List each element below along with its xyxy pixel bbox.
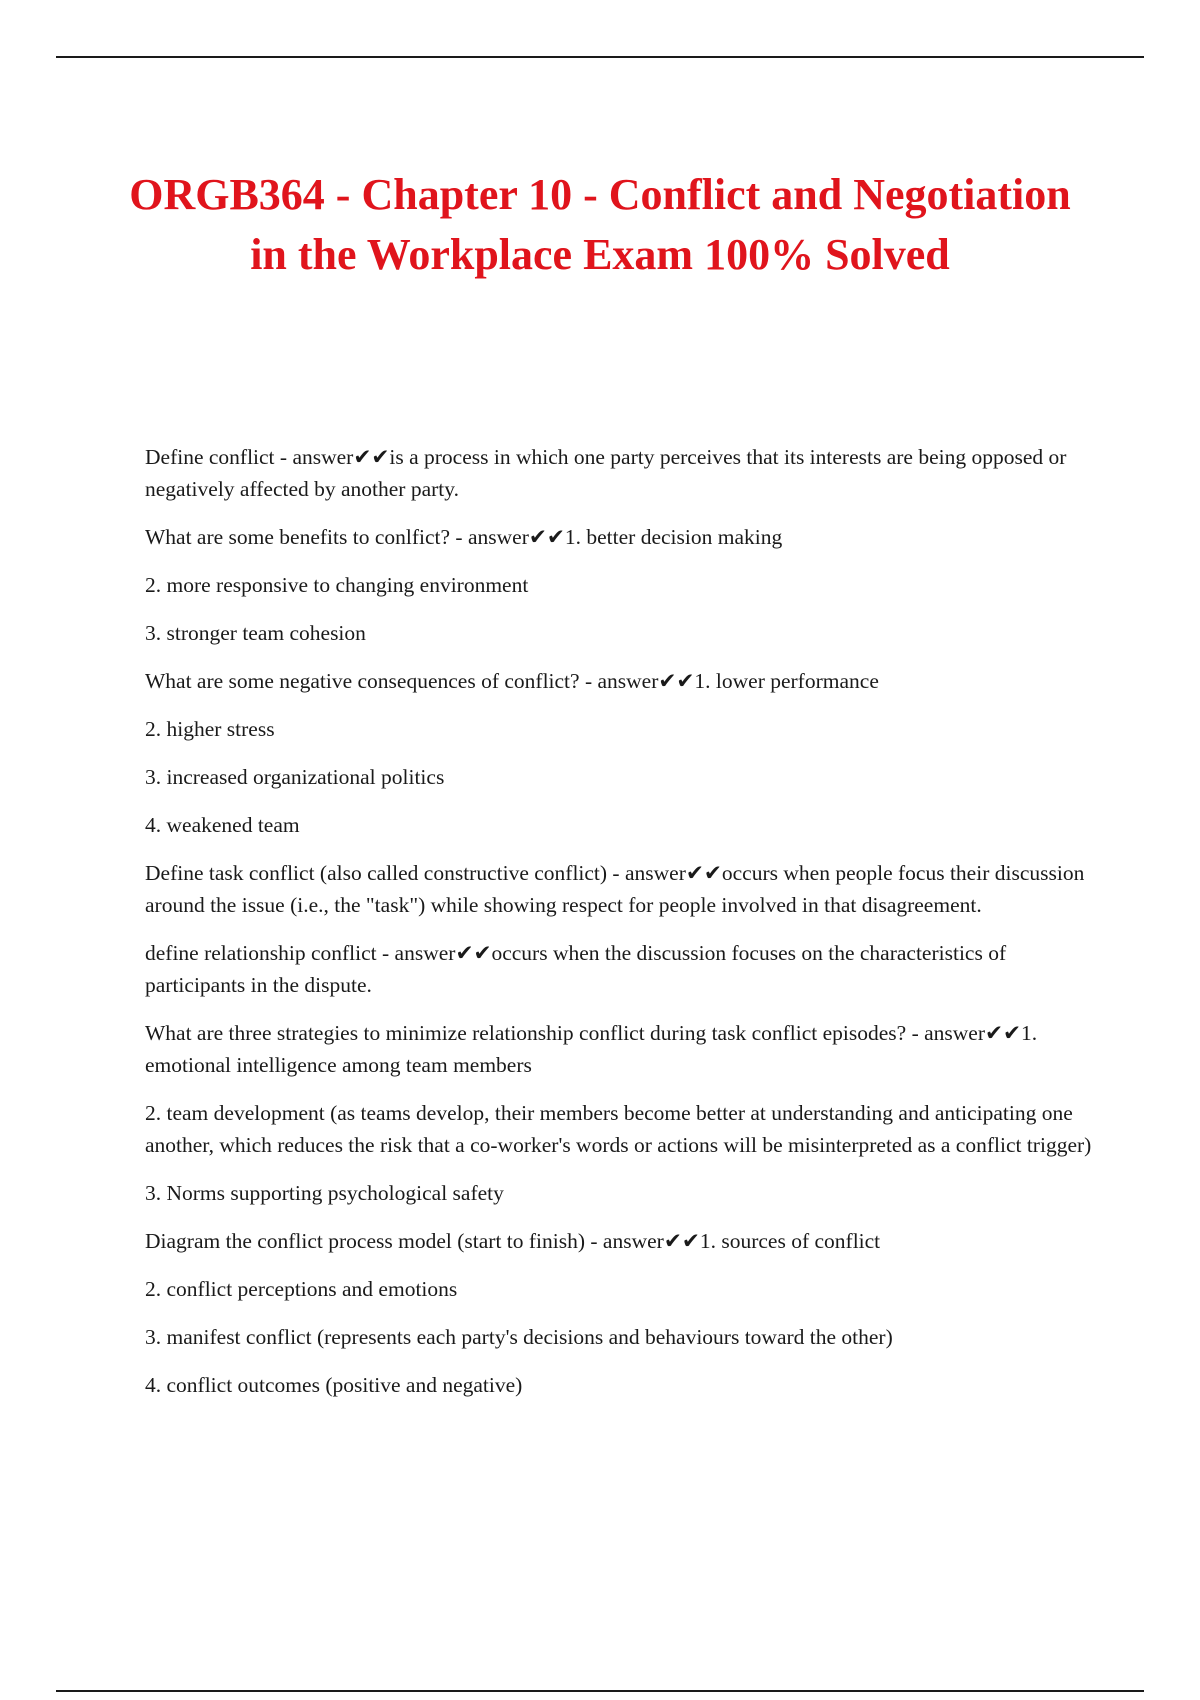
paragraph: What are some negative consequences of conflict? - answer✔✔1. lower performance — [145, 669, 879, 693]
paragraph: 2. conflict perceptions and emotions — [145, 1277, 458, 1301]
paragraph: 3. stronger team cohesion — [145, 621, 366, 645]
paragraph: 3. Norms supporting psychological safety — [145, 1181, 504, 1205]
paragraph: 3. manifest conflict (represents each party's decisions and behaviours toward the other) — [145, 1325, 893, 1349]
paragraph: What are three strategies to minimize relationship conflict during task conflict episodes? - answer✔✔1. emotional intelligence among team members — [145, 1021, 1038, 1077]
footer-rule — [56, 1690, 1144, 1692]
paragraph: Define conflict - answer✔✔is a process in which one party perceives that its interests are being opposed or negatively affected by another party. — [145, 445, 1067, 501]
header-rule — [56, 56, 1144, 58]
document-body — [145, 441, 1095, 1417]
paragraph: 3. increased organizational politics — [145, 765, 445, 789]
paragraph: define relationship conflict - answer✔✔occurs when the discussion focuses on the characteristics of participants in the dispute. — [145, 941, 1007, 997]
paragraph: 2. higher stress — [145, 717, 275, 741]
paragraph: 4. conflict outcomes (positive and negative) — [145, 1373, 523, 1397]
paragraph: What are some benefits to conlfict? - answer✔✔1. better decision making — [145, 525, 783, 549]
paragraph: Diagram the conflict process model (start to finish) - answer✔✔1. sources of conflict — [145, 1229, 881, 1253]
paragraph: 2. more responsive to changing environment — [145, 573, 529, 597]
document-title: ORGB364 - Chapter 10 - Conflict and Negotiation in the Workplace Exam 100% Solved — [129, 170, 1071, 279]
paragraph: 2. team development (as teams develop, their members become better at understanding and anticipating one another, which reduces the risk that a co-worker's words or actions will be misinterpreted as a conflict trigger) — [145, 1101, 1092, 1157]
paragraph: 4. weakened team — [145, 813, 300, 837]
paragraph: Define task conflict (also called constructive conflict) - answer✔✔occurs when people focus their discussion around the issue (i.e., the "task") while showing respect for people involved in that disagreement. — [145, 861, 1085, 917]
